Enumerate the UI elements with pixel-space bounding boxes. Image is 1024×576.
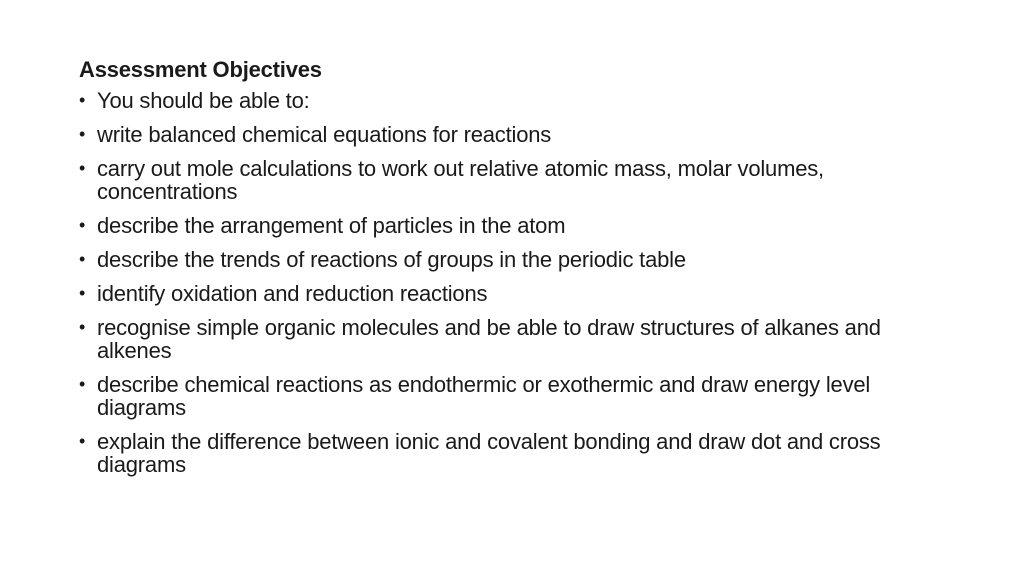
list-item [79,430,959,476]
bullet-icon: • [79,124,86,144]
list-item-text: describe the trends of reactions of groups in the periodic table [97,247,686,272]
list-item-text: You should be able to: [97,88,310,113]
bullet-icon: • [79,158,86,178]
bullet-icon: • [79,283,86,303]
list-item-text: identify oxidation and reduction reactions [97,281,488,306]
list-item [79,157,959,203]
slide-heading: Assessment Objectives [79,57,322,82]
list-item [79,248,959,271]
bullet-icon: • [79,90,86,110]
bullet-icon: • [79,317,86,337]
list-item [79,282,959,305]
bullet-icon: • [79,215,86,235]
list-item-text: describe the arrangement of particles in the atom [97,213,566,238]
objectives-list [79,89,959,476]
list-item-text: explain the difference between ionic and covalent bonding and draw dot and cross diagrams [97,429,881,477]
bullet-icon: • [79,249,86,269]
list-item [79,89,959,112]
list-item-text: describe chemical reactions as endothermic or exothermic and draw energy level diagrams [97,372,871,420]
list-item-text: write balanced chemical equations for reactions [97,122,552,147]
bullet-icon: • [79,374,86,394]
list-item [79,316,959,362]
bullet-icon: • [79,431,86,451]
list-item-text: carry out mole calculations to work out relative atomic mass, molar volumes, concentrations [97,156,824,204]
slide-content [79,57,959,487]
list-item [79,123,959,146]
list-item [79,214,959,237]
list-item [79,373,959,419]
list-item-text: recognise simple organic molecules and be able to draw structures of alkanes and alkenes [97,315,881,363]
